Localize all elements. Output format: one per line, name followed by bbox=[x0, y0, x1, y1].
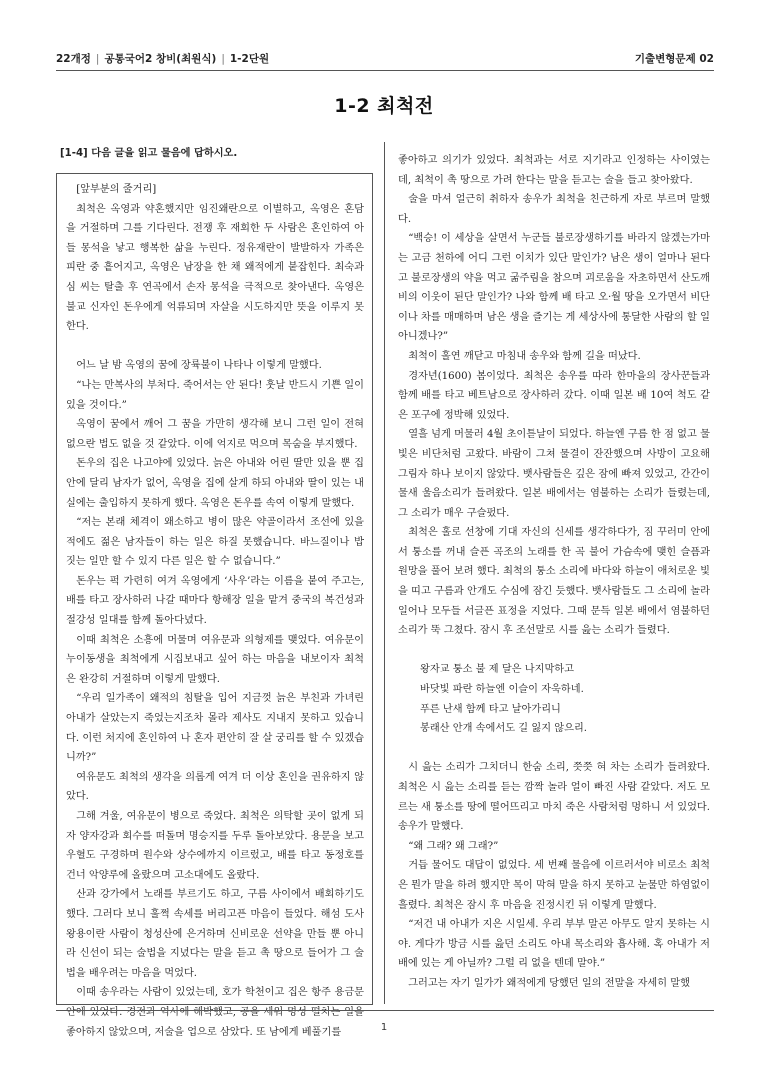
passage-right-column bbox=[398, 151, 710, 994]
column-divider bbox=[384, 142, 385, 1004]
passage-paragraph: 좋아하고 의기가 있었다. 최척과는 서로 지기라고 인정하는 사이였는데, 최척이 촉 땅으로 가려 한다는 말을 듣고는 술을 들고 찾아왔다. bbox=[398, 155, 710, 186]
summary-paragraph: 최척은 옥영과 약혼했지만 임진왜란으로 이별하고, 옥영은 혼담을 거절하며 그를 기다린다. 전쟁 후 재회한 두 사람은 혼인하여 아들 몽석을 낳고 행복한 삶을 누린다. 정유재란이 발발하자 가족은 피란 중 흩어지고, 옥영은 남장을 한 채 왜적에게 붙잡힌다. 최숙과 심 씨는 탈출 후 연곡에서 손자 몽석을 극적으로 찾아낸다. 옥영은 불교 신자인 돈우에게 억류되며 자살을 시도하지만 뜻을 이루지 못한다. bbox=[66, 203, 364, 333]
passage-paragraph: “저건 내 아내가 지은 시일세. 우리 부부 말곤 아무도 알지 못하는 시야. 게다가 방금 시를 읊던 소리도 아내 목소리와 흡사해. 혹 아내가 저 배에 있는 게 아닐까? 그럴 리 없을 텐데 말야.” bbox=[398, 919, 710, 970]
poem-line: 왕자교 퉁소 불 제 달은 나지막하고 bbox=[420, 664, 574, 676]
passage-paragraph: 그해 겨울, 여유문이 병으로 죽었다. 최척은 의탁할 곳이 없게 되자 양자강과 회수를 떠돌며 명승지를 두루 돌아보았다. 용문을 보고 우혈도 구경하며 원수와 상수에까지 이르렀고, 배를 타고 동정호를 건너 악양루에 올랐으며 고소대에도 올랐다. bbox=[66, 811, 364, 881]
header-divider bbox=[56, 70, 714, 71]
blank-line bbox=[66, 337, 364, 357]
passage-paragraph: 최척이 홀연 깨닫고 마침내 송우와 함께 길을 떠났다. bbox=[408, 350, 641, 362]
passage-paragraph: “저는 본래 체격이 왜소하고 병이 많은 약골이라서 조선에 있을 적에도 젊은 남자들이 하는 일은 하질 못했습니다. 바느질이나 밥 짓는 일만 할 수 있지 다른 일은 할 수 없습니다.” bbox=[66, 517, 364, 568]
passage-paragraph: 돈우의 집은 나고야에 있었다. 늙은 아내와 어린 딸만 있을 뿐 집안에 달리 남자가 없어, 옥영을 집에 살게 하되 아내와 딸이 있는 내실에는 출입하지 못하게 했다. 옥영은 돈우를 속여 이렇게 말했다. bbox=[66, 458, 364, 509]
passage-paragraph: 어느 날 밤 옥영의 꿈에 장륙불이 나타나 이렇게 말했다. bbox=[76, 360, 322, 372]
passage-paragraph: 시 읊는 소리가 그치더니 한숨 소리, 쯧쯧 혀 차는 소리가 들려왔다. 최척은 시 읊는 소리를 듣는 깜짝 놀라 얼이 빠진 사람 같았다. 저도 모르는 새 퉁소를 땅에 떨어뜨리고 마치 죽은 사람처럼 멍하니 서 있었다. 송우가 말했다. bbox=[398, 762, 710, 833]
passage-paragraph: “백승! 이 세상을 살면서 누군들 불로장생하기를 바라지 않겠는가마는 고금 천하에 어디 그런 이치가 있단 말인가? 남은 생이 얼마나 된다고 불로장생의 약을 먹고 굶주림을 참으며 괴로움을 자초하면서 산도깨비의 이웃이 된단 말인가? 나와 함께 배 타고 오·월 땅을 오가면서 비단이나 차를 매매하며 남은 생을 즐기는 게 세상사에 통달한 사람의 할 일 아니겠나?” bbox=[398, 233, 710, 343]
header-exam-label: 기출변형문제 02 bbox=[634, 53, 714, 65]
poem-block bbox=[398, 660, 710, 738]
passage-paragraph: 열흘 넘게 머물러 4월 초이튿날이 되었다. 하늘엔 구름 한 점 없고 물빛은 비단처럼 고왔다. 바람이 그쳐 물결이 잔잔했으며 사방이 고요해 그림자 하나 보이지 않았다. 뱃사람들은 깊은 잠에 빠져 있었고, 간간이 물새 울음소리가 들려왔다. 일본 배에서는 염불하는 소리가 들렸는데, 그 소리가 매우 구슬펐다. bbox=[398, 429, 710, 519]
header-unit: 1-2단원 bbox=[229, 53, 270, 65]
summary-heading: [앞부분의 줄거리] bbox=[76, 184, 157, 195]
passage-paragraph: “왜 그래? 왜 그래?” bbox=[408, 840, 499, 852]
passage-paragraph: 이때 최척은 소흥에 머물며 여유문과 의형제를 맺었다. 여유문이 누이동생을 최척에게 시집보내고 싶어 하는 마음을 내보이자 최척은 완강히 거절하며 이렇게 말했다. bbox=[66, 634, 364, 685]
passage-paragraph: 옥영이 꿈에서 깨어 그 꿈을 가만히 생각해 보니 그런 일이 전혀 없으란 법도 없을 것 같았다. 이에 억지로 먹으며 목숨을 부지했다. bbox=[66, 419, 364, 450]
passage-paragraph: 이때 송우라는 사람이 있었는데, 호가 학천이고 집은 항주 용금문 안에 있었다. 경전과 역사에 해박했고, 공을 세워 명성 떨치는 일을 좋아하지 않았으며, 저술을 업으로 삼았다. 또 남에게 베풀기를 bbox=[66, 987, 364, 1038]
header-separator: | bbox=[221, 53, 225, 65]
passage-paragraph: “나는 만복사의 부처다. 죽어서는 안 된다! 훗날 반드시 기쁜 일이 있을 것이다.” bbox=[66, 379, 364, 411]
passage-left-column bbox=[66, 180, 364, 1042]
header-course-info bbox=[56, 51, 269, 66]
header-curriculum: 22개정 bbox=[56, 53, 91, 65]
passage-paragraph: “우리 일가족이 왜적의 침탈을 입어 지금껏 늙은 부친과 가녀린 아내가 살았는지 죽었는지조차 몰라 제사도 지내지 못하고 있습니다. 이런 처지에 혼인하여 나 혼자 편안히 잘 살 궁리를 할 수 있겠습니까?” bbox=[66, 693, 364, 764]
passage-paragraph: 최척은 홀로 선창에 기대 자신의 신세를 생각하다가, 짐 꾸러미 안에서 퉁소를 꺼내 슬픈 곡조의 노래를 한 곡 불어 가슴속에 맺힌 슬픔과 원망을 풀어 보려 했다. 최척의 퉁소 소리에 바다와 하늘이 애처로운 빛을 띠고 구름과 안개도 수심에 잠긴 듯했다. 뱃사람들도 그 소리에 놀라 일어나 모두들 서글픈 표정을 지었다. 그때 문득 일본 배에서 염불하던 소리가 뚝 그쳤다. 잠시 후 조선말로 시를 읊는 소리가 들렸다. bbox=[398, 527, 710, 637]
page-number: 1 bbox=[380, 1022, 388, 1033]
blank-line bbox=[398, 739, 710, 759]
passage-paragraph: 그러고는 자기 일가가 왜적에게 당했던 일의 전말을 자세히 말했 bbox=[408, 977, 690, 989]
page-title: 1-2 최척전 bbox=[334, 95, 434, 117]
passage-paragraph: 경자년(1600) 봄이었다. 최척은 송우를 따라 한마을의 장사꾼들과 함께 배를 타고 베트남으로 장사하러 갔다. 이때 일본 배 10여 척도 같은 포구에 정박해 있었다. bbox=[398, 370, 710, 421]
poem-line: 바닷빛 파란 하늘엔 이슬이 자욱하네. bbox=[420, 684, 584, 696]
passage-paragraph: 돈우는 퍽 가련히 여겨 옥영에게 ‘사우’라는 이름을 붙여 주고는, 배를 타고 장사하러 나갈 때마다 항해장 일을 맡겨 중국의 복건성과 절강성 일대를 함께 돌아다녔다. bbox=[66, 575, 364, 627]
passage-paragraph: 술을 마셔 얼근히 취하자 송우가 최척을 친근하게 자로 부르며 말했다. bbox=[398, 194, 710, 225]
page-header bbox=[56, 47, 714, 67]
header-textbook: 공통국어2 창비(최원식) bbox=[104, 53, 217, 65]
blank-line bbox=[398, 641, 710, 661]
passage-paragraph: 거듭 물어도 대답이 없었다. 세 번째 물음에 이르러서야 비로소 최척은 뭔가 말을 하려 했지만 목이 막혀 말을 하지 못하고 눈물만 하염없이 흘렸다. 최척은 잠시 후 마음을 진정시킨 뒤 이렇게 말했다. bbox=[398, 860, 710, 911]
passage-paragraph: 여유문도 최척의 생각을 의롭게 여겨 더 이상 혼인을 권유하지 않았다. bbox=[66, 771, 364, 803]
header-separator: | bbox=[95, 53, 100, 65]
poem-line: 푸른 난새 함께 타고 날아가리니 bbox=[420, 703, 561, 715]
footer-divider bbox=[56, 1010, 714, 1011]
question-instruction: [1-4] 다음 글을 읽고 물음에 답하시오. bbox=[60, 148, 238, 159]
passage-paragraph: 산과 강가에서 노래를 부르기도 하고, 구름 사이에서 배회하기도 했다. 그러다 보니 훌쩍 속세를 버리고픈 마음이 들었다. 해섬 도사 왕용이란 사람이 청성산에 은거하며 신비로운 선약을 만들 뿐 아니라 신선이 되는 술법을 지녔다는 말을 듣고 촉 땅으로 들어가 그 술법을 배우려는 마음을 먹었다. bbox=[66, 889, 364, 979]
poem-line: 봉래산 안개 속에서도 길 잃지 않으리. bbox=[420, 723, 588, 735]
